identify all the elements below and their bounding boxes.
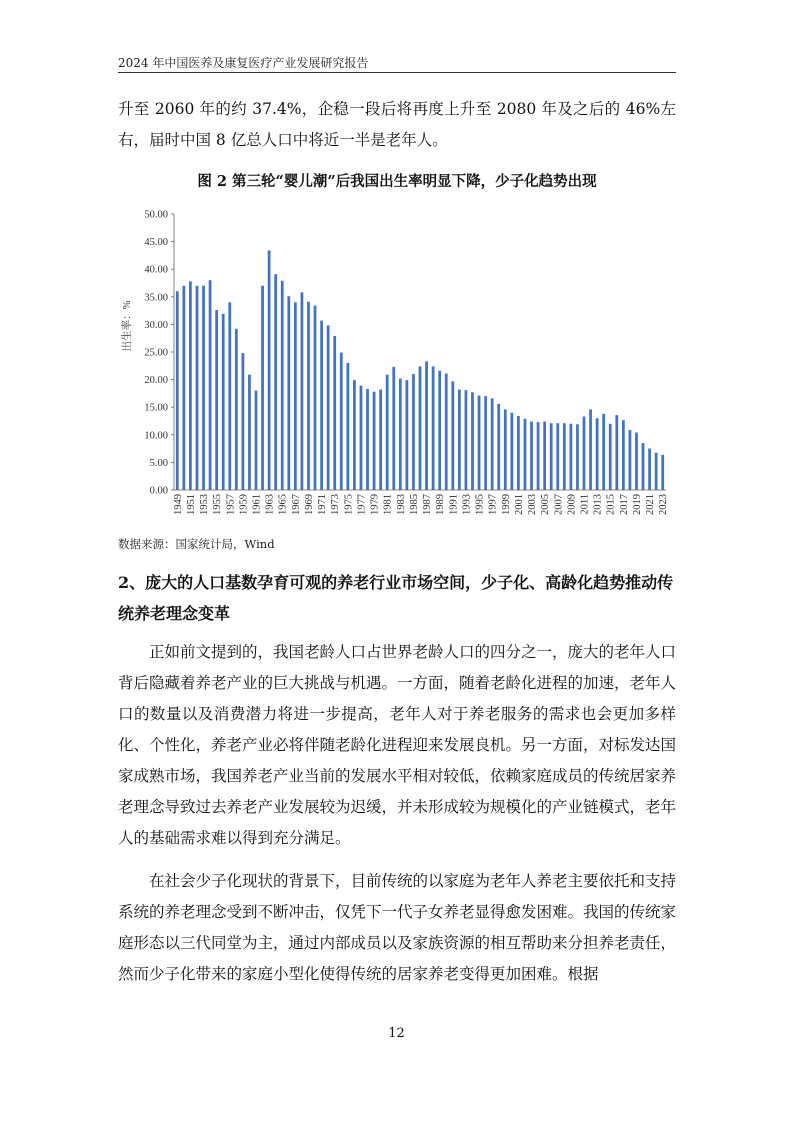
x-tick-label: 1987	[422, 494, 434, 515]
y-axis-label: 出生率：%	[122, 300, 133, 352]
page-number: 12	[388, 1026, 405, 1041]
bar-1991	[451, 381, 454, 490]
bar-1998	[497, 404, 500, 490]
bar-1954	[209, 280, 212, 490]
x-tick-label: 2013	[592, 494, 604, 515]
bar-2022	[655, 453, 658, 490]
bar-series	[176, 250, 664, 490]
bar-1949	[176, 291, 179, 490]
x-tick-label: 2015	[605, 494, 617, 515]
bar-1992	[458, 390, 461, 490]
x-tick-label: 1989	[435, 494, 447, 515]
x-tick-label: 1985	[408, 494, 420, 515]
body-paragraph-1	[118, 637, 676, 854]
bar-1979	[373, 392, 376, 490]
bar-1969	[307, 302, 310, 490]
y-tick-label: 0.00	[149, 485, 168, 497]
bar-1975	[346, 363, 349, 490]
bar-2013	[596, 418, 599, 490]
x-tick-label: 1999	[500, 494, 512, 515]
figure-title: 图 2 第三轮“婴儿潮”后我国出生率明显下降，少子化趋势出现	[197, 173, 597, 190]
bar-2006	[550, 423, 553, 490]
bar-1997	[491, 398, 494, 490]
y-tick-label: 20.00	[144, 375, 168, 387]
bar-1960	[248, 375, 251, 490]
bar-1978	[366, 389, 369, 490]
bar-1952	[196, 286, 199, 490]
x-tick-label: 1975	[343, 494, 355, 515]
x-tick-label: 2017	[618, 494, 630, 515]
x-tick-label: 1961	[251, 494, 263, 515]
intro-text: 升至 2060 年的约 37.4%，企稳一段后将再度上升至 2080 年及之后的 46%左右，届时中国 8 亿总人口中将近一半是老年人。	[118, 100, 676, 149]
y-tick-label: 10.00	[144, 430, 168, 442]
y-tick-label: 50.00	[144, 209, 168, 221]
x-tick-label: 1955	[212, 494, 224, 515]
bar-1984	[406, 380, 409, 490]
x-tick-label: 1967	[290, 494, 302, 515]
y-tick-label: 15.00	[144, 402, 168, 414]
x-tick-label: 1973	[330, 494, 342, 515]
bar-1967	[294, 302, 297, 490]
bar-1959	[242, 353, 245, 490]
bar-1989	[438, 371, 441, 490]
bar-2019	[635, 433, 638, 490]
bar-1973	[333, 336, 336, 490]
bar-1972	[327, 326, 330, 491]
body-text-1: 正如前文提到的，我国老龄人口占世界老龄人口的四分之一，庞大的老年人口背后隐藏着养老产业的巨大挑战与机遇。一方面，随着老龄化进程的加速，老年人口的数量以及消费潜力将进一步提高，老年人对于养老服务的需求也会更加多样化、个性化，养老产业必将伴随老龄化进程迎来发展良机。另一方面，对标发达国家成熟市场，我国养老产业当前的发展水平相对较低，依赖家庭成员的传统居家养老理念导致过去养老产业发展较为迟缓，并未形成较为规模化的产业链模式，老年人的基础需求难以得到充分满足。	[118, 643, 677, 847]
x-tick-label: 1953	[199, 494, 211, 515]
bar-2009	[570, 424, 573, 490]
x-tick-label: 1957	[225, 494, 237, 515]
x-tick-label: 1951	[185, 494, 197, 515]
body-text-2: 在社会少子化现状的背景下，目前传统的以家庭为老年人养老主要依托和支持系统的养老理念受到不断冲击，仅凭下一代子女养老显得愈发困难。我国的传统家庭形态以三代同堂为主，通过内部成员以及家族资源的相互帮助来分担养老责任，然而少子化带来的家庭小型化使得传统的居家养老变得更加困难。根据	[118, 872, 677, 983]
header-divider	[118, 72, 676, 73]
bar-1981	[386, 375, 389, 490]
bar-1957	[228, 302, 231, 490]
bar-1958	[235, 329, 238, 490]
x-tick-label: 1959	[238, 494, 250, 515]
bar-2021	[648, 448, 651, 490]
x-tick-label: 2003	[527, 494, 539, 515]
bar-1966	[287, 296, 290, 490]
bar-2004	[537, 422, 540, 490]
x-tick-label: 1977	[356, 494, 368, 515]
bar-1974	[340, 353, 343, 490]
y-tick-label: 30.00	[144, 319, 168, 331]
x-tick-label: 1971	[317, 494, 329, 515]
bar-2008	[563, 423, 566, 490]
x-tick-label: 2011	[579, 494, 591, 515]
x-axis	[173, 490, 669, 515]
x-tick-label: 1997	[487, 494, 499, 515]
bar-1988	[432, 366, 435, 490]
bar-1962	[261, 286, 264, 490]
bar-1993	[465, 390, 468, 490]
bar-2003	[530, 422, 533, 490]
bar-2000	[510, 413, 513, 490]
bar-1961	[255, 391, 258, 490]
bar-2020	[642, 443, 645, 490]
x-tick-label: 1979	[369, 494, 381, 515]
bar-2002	[524, 419, 527, 490]
bar-1985	[412, 374, 415, 490]
bar-1968	[301, 292, 304, 490]
y-tick-label: 45.00	[144, 237, 168, 249]
bar-1987	[425, 361, 428, 490]
x-tick-label: 1983	[395, 494, 407, 515]
bar-2012	[589, 409, 592, 490]
running-header: 2024 年中国医养及康复医疗产业发展研究报告	[118, 56, 369, 70]
x-tick-label: 2009	[566, 494, 578, 515]
bar-1970	[314, 306, 317, 490]
bar-2011	[583, 417, 586, 490]
bar-1953	[202, 286, 205, 490]
bar-1982	[392, 367, 395, 490]
y-tick-label: 5.00	[149, 457, 168, 469]
bar-1951	[189, 281, 192, 490]
x-tick-label: 2005	[540, 494, 552, 515]
x-tick-label: 2019	[631, 494, 643, 515]
y-axis	[144, 210, 174, 497]
bar-1986	[419, 366, 422, 490]
x-tick-label: 1981	[382, 494, 394, 515]
y-tick-label: 40.00	[144, 264, 168, 276]
bar-1995	[478, 396, 481, 490]
x-tick-label: 1995	[474, 494, 486, 515]
bar-1996	[484, 396, 487, 490]
bar-2023	[661, 455, 664, 490]
y-tick-label: 25.00	[144, 347, 168, 359]
bar-2001	[517, 416, 520, 490]
bar-1971	[320, 321, 323, 490]
body-paragraph-2	[118, 866, 676, 990]
bar-1980	[379, 390, 382, 490]
bar-2005	[543, 422, 546, 490]
x-tick-label: 1991	[448, 494, 460, 515]
bar-1976	[353, 380, 356, 490]
bar-2018	[629, 430, 632, 490]
bar-2016	[615, 415, 618, 490]
bar-2017	[622, 420, 625, 490]
bar-2007	[556, 423, 559, 490]
x-tick-label: 1949	[172, 494, 184, 515]
x-tick-label: 2007	[553, 494, 565, 515]
data-source: 数据来源：国家统计局，Wind	[118, 537, 275, 551]
x-tick-label: 2001	[513, 494, 525, 515]
bar-1956	[222, 314, 225, 490]
bar-1964	[274, 274, 277, 490]
x-tick-label: 2021	[645, 494, 657, 515]
bar-1990	[445, 374, 448, 490]
section-heading: 2、庞大的人口基数孕育可观的养老行业市场空间，少子化、高龄化趋势推动传统养老理念变革	[118, 573, 674, 623]
bar-1999	[504, 409, 507, 490]
x-tick-label: 1969	[303, 494, 315, 515]
bar-1994	[471, 392, 474, 490]
bar-1977	[360, 386, 363, 490]
bar-1950	[182, 286, 185, 490]
x-tick-label: 2023	[658, 494, 670, 515]
x-tick-label: 1963	[264, 494, 276, 515]
y-tick-label: 35.00	[144, 292, 168, 304]
x-tick-label: 1965	[277, 494, 289, 515]
bar-2014	[602, 414, 605, 490]
x-tick-label: 1993	[461, 494, 473, 515]
bar-1963	[268, 250, 271, 490]
birth-rate-bar-chart	[118, 196, 676, 526]
bar-1983	[399, 379, 402, 491]
bar-1965	[281, 281, 284, 490]
bar-2010	[576, 424, 579, 490]
bar-1955	[215, 310, 218, 490]
bar-2015	[609, 424, 612, 490]
intro-paragraph	[118, 94, 676, 156]
